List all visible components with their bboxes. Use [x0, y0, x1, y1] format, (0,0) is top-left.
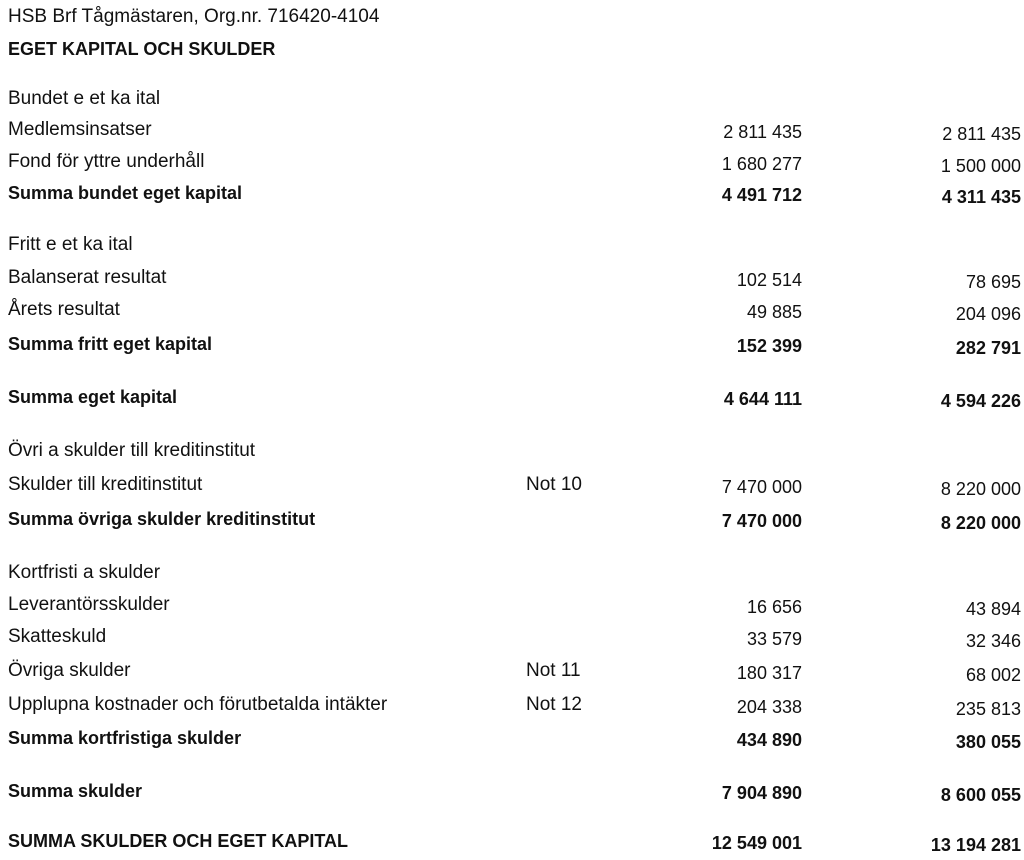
value-current-year: 102 514	[736, 270, 802, 290]
value-previous-year: 4 311 435	[941, 187, 1021, 207]
value-previous-year: 1 500 000	[940, 156, 1021, 176]
table-row	[0, 660, 1024, 684]
row-label: Årets resultat	[8, 299, 120, 320]
row-label: Medlemsinsatser	[8, 119, 152, 140]
table-row	[0, 267, 1024, 291]
section-heading: Kortfristi a skulder	[8, 562, 161, 583]
value-current-year: 152 399	[736, 336, 802, 356]
grand-total-row	[0, 830, 1024, 854]
row-label: Skatteskuld	[8, 626, 107, 647]
row-label: Summa kortfristiga skulder	[8, 728, 242, 748]
subtotal-row	[0, 182, 1024, 206]
value-previous-year: 78 695	[965, 272, 1021, 292]
value-previous-year: 32 346	[965, 631, 1021, 651]
table-row	[0, 299, 1024, 323]
note-reference: Not 12	[526, 694, 582, 715]
row-label: SUMMA SKULDER OCH EGET KAPITAL	[8, 831, 348, 851]
subtotal-row	[0, 727, 1024, 751]
value-current-year: 49 885	[746, 302, 802, 322]
table-row	[0, 594, 1024, 618]
value-previous-year: 2 811 435	[942, 124, 1021, 144]
value-previous-year: 204 096	[955, 304, 1021, 324]
row-label: Upplupna kostnader och förutbetalda intäkter	[8, 694, 388, 715]
row-label: Övriga skulder	[8, 660, 131, 681]
value-current-year: 1 680 277	[721, 154, 802, 174]
value-current-year: 12 549 001	[711, 833, 802, 853]
table-row	[0, 119, 1024, 143]
value-previous-year: 13 194 281	[930, 835, 1021, 855]
page-title: EGET KAPITAL OCH SKULDER	[8, 39, 276, 59]
value-current-year: 7 470 000	[721, 477, 802, 497]
row-label: Summa skulder	[8, 781, 143, 801]
value-current-year: 2 811 435	[723, 122, 802, 142]
value-current-year: 204 338	[736, 697, 802, 717]
row-label: Balanserat resultat	[8, 267, 167, 288]
table-row	[0, 151, 1024, 175]
table-row	[0, 626, 1024, 650]
value-previous-year: 380 055	[955, 732, 1021, 752]
section-heading: Övri a skulder till kreditinstitut	[8, 440, 256, 461]
value-previous-year: 235 813	[955, 699, 1021, 719]
row-label: Summa eget kapital	[8, 387, 178, 407]
row-label: Fond för yttre underhåll	[8, 151, 205, 172]
value-current-year: 4 644 111	[723, 389, 802, 409]
section-heading: Bundet e et ka ital	[8, 88, 161, 109]
value-previous-year: 8 600 055	[940, 785, 1021, 805]
value-previous-year: 8 220 000	[940, 513, 1021, 533]
section-heading: Fritt e et ka ital	[8, 234, 133, 255]
value-current-year: 4 491 712	[721, 185, 802, 205]
value-current-year: 16 656	[746, 597, 802, 617]
subtotal-row	[0, 333, 1024, 357]
row-label: Leverantörsskulder	[8, 594, 170, 615]
value-previous-year: 4 594 226	[940, 391, 1021, 411]
table-row	[0, 694, 1024, 718]
row-label: Skulder till kreditinstitut	[8, 474, 203, 495]
company-header: HSB Brf Tågmästaren, Org.nr. 716420-4104	[8, 6, 380, 27]
subtotal-row	[0, 508, 1024, 532]
total-row	[0, 780, 1024, 804]
value-current-year: 7 470 000	[721, 511, 802, 531]
row-label: Summa bundet eget kapital	[8, 183, 243, 203]
value-current-year: 7 904 890	[721, 783, 802, 803]
value-previous-year: 68 002	[965, 665, 1021, 685]
value-previous-year: 282 791	[955, 338, 1021, 358]
row-label: Summa övriga skulder kreditinstitut	[8, 509, 316, 529]
value-previous-year: 43 894	[965, 599, 1021, 619]
total-row	[0, 386, 1024, 410]
table-row	[0, 474, 1024, 498]
row-label: Summa fritt eget kapital	[8, 334, 213, 354]
value-current-year: 33 579	[746, 629, 802, 649]
value-current-year: 180 317	[736, 663, 802, 683]
value-previous-year: 8 220 000	[940, 479, 1021, 499]
note-reference: Not 10	[526, 474, 582, 495]
note-reference: Not 11	[526, 660, 581, 681]
value-current-year: 434 890	[736, 730, 802, 750]
